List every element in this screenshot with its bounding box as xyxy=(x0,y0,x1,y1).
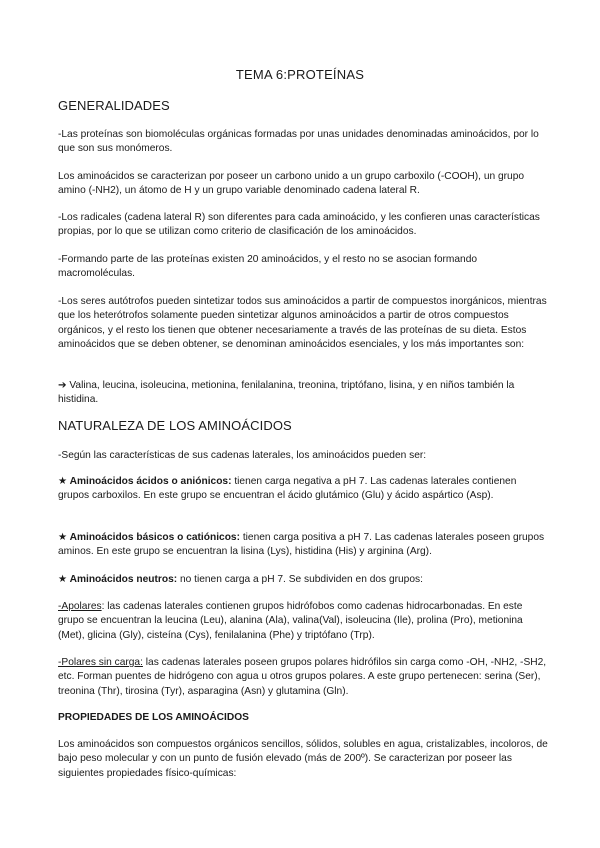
paragraph: -Los radicales (cadena lateral R) son diferentes para cada aminoácido, y les confieren unas características propias, por lo que se utilizan como criterio de clasificación de los aminoácidos. xyxy=(58,212,540,238)
heading-naturaleza: NATURALEZA DE LOS AMINOÁCIDOS xyxy=(58,418,292,433)
paragraph-acidos xyxy=(58,475,548,504)
paragraph-apolares xyxy=(58,600,548,643)
paragraph-neutros xyxy=(58,573,548,587)
text-neutros: no tienen carga a pH 7. Se subdividen en dos grupos: xyxy=(177,574,423,585)
label-polares: -Polares sin carga: xyxy=(58,657,143,668)
label-acidos: ★ Aminoácidos ácidos o aniónicos: xyxy=(58,476,232,487)
paragraph: -Los seres autótrofos pueden sintetizar todos sus aminoácidos a partir de compuestos inorgánicos, mientras que los heterótrofos solamente pueden sintetizar algunos aminoácidos a partir de otros compuestos orgánicos, y el resto los tienen que obtener necesariamente a través de las proteínas de su dieta. Estos aminoácidos que se deben obtener, se denominan aminoácidos esenciales, y los más importantes son: xyxy=(58,296,547,351)
paragraph: -Formando parte de las proteínas existen 20 aminoácidos, y el resto no se asocian formando macromoléculas. xyxy=(58,254,478,280)
paragraph-basicos xyxy=(58,531,548,560)
label-neutros: ★ Aminoácidos neutros: xyxy=(58,574,178,585)
label-apolares: -Apolares xyxy=(58,601,102,612)
text-basicos: tienen carga positiva a pH 7. Las cadenas laterales poseen grupos aminos. En este grupo se encuentran la lisina (Lys), histidina (His) y arginina (Arg). xyxy=(58,532,545,558)
heading-propiedades: PROPIEDADES DE LOS AMINOÁCIDOS xyxy=(58,712,249,723)
heading-generalidades: GENERALIDADES xyxy=(58,98,170,113)
text-acidos: tienen carga negativa a pH 7. Las cadenas laterales contienen grupos carboxilos. En este grupo se encuentran el ácido glutámico (Glu) y ácido aspártico (Asp). xyxy=(58,476,517,502)
paragraph: Los aminoácidos se caracterizan por poseer un carbono unido a un grupo carboxilo (-COOH), un grupo amino (-NH2), un átomo de H y un grupo variable denominado cadena lateral R. xyxy=(58,171,525,197)
text-apolares: : las cadenas laterales contienen grupos hidrófobos como cadenas hidrocarbonadas. En este grupo se encuentran la leucina (Leu), alanina (Ala), valina(Val), isoleucina (Ile), prolina (Pro), metionina (Met), glicina (Gly), cisteína (Cys), fenilalanina (Phe) y triptófano (Trp). xyxy=(58,601,523,641)
paragraph: Los aminoácidos son compuestos orgánicos sencillos, sólidos, solubles en agua, cristalizables, incoloros, de bajo peso molecular y con un punto de fusión elevado (más de 200º). Se caracterizan por poseer las siguientes propiedades físico-químicas: xyxy=(58,739,548,779)
label-basicos: ★ Aminoácidos básicos o catiónicos: xyxy=(58,532,240,543)
text-polares: las cadenas laterales poseen grupos polares hidrófilos sin carga como -OH, -NH2, -SH2, etc. Forman puentes de hidrógeno con agua u otros grupos polares. A este grupo pertenecen: serina (Ser), treonina (Thr), tirosina (Tyr), asparagina (Asn) y glutamina (Gln). xyxy=(58,657,547,697)
paragraph-polares xyxy=(58,656,548,699)
paragraph-list: ➔ Valina, leucina, isoleucina, metionina, fenilalanina, treonina, triptófano, lisina, y en niños también la histidina. xyxy=(58,380,515,406)
paragraph: -Las proteínas son biomoléculas orgánicas formadas por unas unidades denominadas aminoácidos, por lo que son sus monómeros. xyxy=(58,129,539,155)
document-title: TEMA 6:PROTEÍNAS xyxy=(235,67,365,82)
paragraph: -Según las características de sus cadenas laterales, los aminoácidos pueden ser: xyxy=(58,450,427,461)
